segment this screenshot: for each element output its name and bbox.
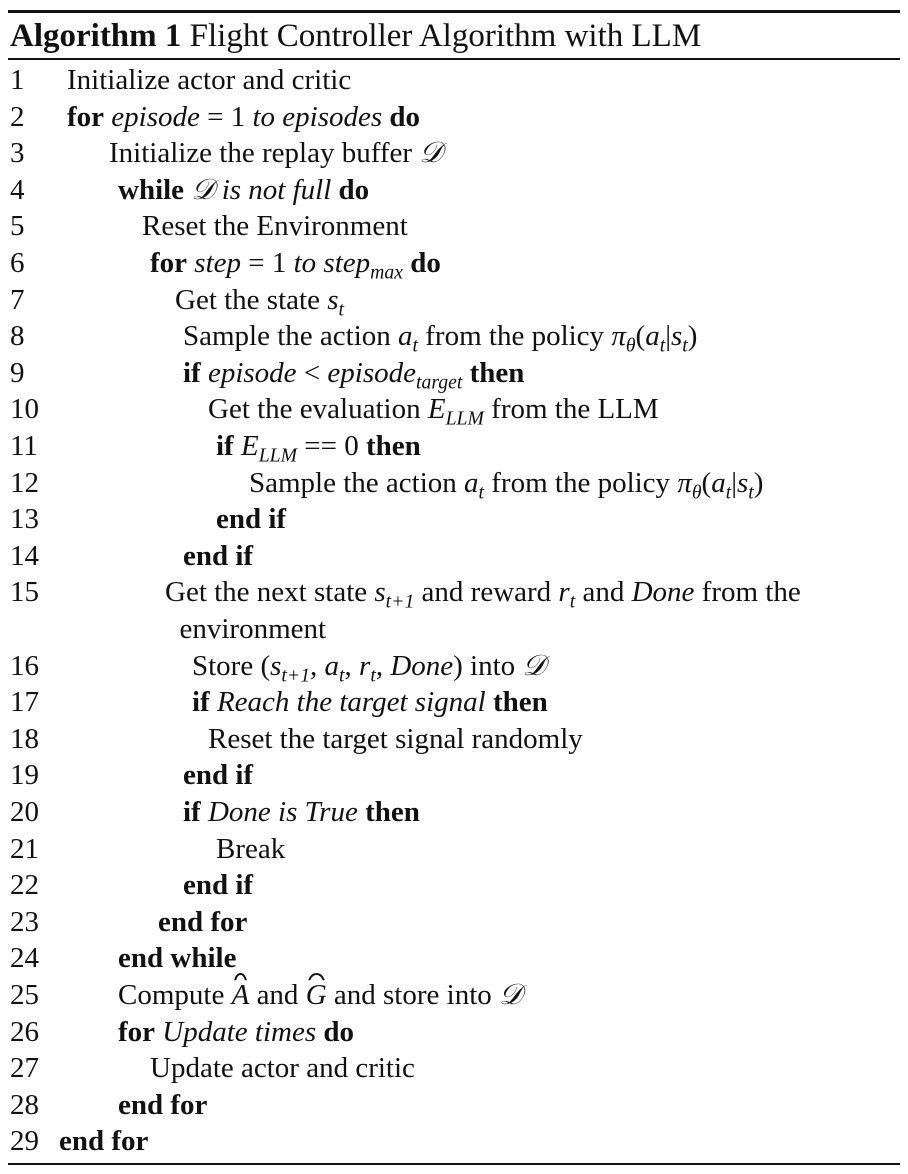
algorithm-line [8,135,900,172]
algorithm-block [8,8,900,1168]
line-code: end for [59,1125,149,1158]
algorithm-caption [10,16,701,56]
line-number: 24 [10,942,39,975]
line-number: 17 [10,686,39,719]
algorithm-line [8,794,900,831]
line-number: 25 [10,979,39,1011]
line-code: Update actor and critic [150,1052,415,1085]
algorithm-line [8,172,900,209]
line-number: 3 [10,137,25,170]
line-number: 21 [10,832,39,865]
line-number: 2 [10,100,25,133]
algorithm-line [8,757,900,794]
algorithm-line [8,245,900,282]
line-number: 6 [10,247,25,279]
algorithm-line [8,501,900,538]
line-code: Reset the Environment [142,210,408,243]
algorithm-line [8,684,900,721]
line-code: Get the state $s_t$ [175,283,344,320]
line-code: if Done is True then [183,796,420,828]
line-number: 8 [10,320,25,353]
algorithm-line [8,1123,900,1160]
line-code: Sample the action $a_t$ from the policy $\pi_\theta(a_t|s_t)$ [249,466,764,503]
line-number: 15 [10,576,39,609]
line-code: end if [183,869,254,902]
algorithm-line [8,391,900,428]
line-number: 7 [10,283,25,316]
line-code: end if [216,503,287,536]
algorithm-line [8,721,900,758]
line-number: 20 [10,796,39,828]
algorithm-line [8,867,900,904]
line-code: Store ($s_{t+1}$, $a_t$, $r_t$, Done) into 𝒟 [192,649,546,686]
line-code: if episode < episode$_{target}$ then [183,356,525,394]
line-number: 10 [10,393,39,426]
line-number: 27 [10,1052,39,1085]
line-code: Reset the target signal randomly [208,722,583,755]
line-code: Initialize actor and critic [67,64,352,96]
algorithm-line [8,831,900,868]
algorithm-label: Algorithm 1 [10,18,182,54]
line-code: Get the next state $s_{t+1}$ and reward $r_t$ and Done from the environment [165,576,801,645]
line-number: 12 [10,466,39,499]
algorithm-line [8,318,900,355]
algorithm-line [8,282,900,319]
caption-rule [8,58,900,60]
line-number: 18 [10,722,39,755]
line-number: 29 [10,1125,39,1158]
line-code: if $E_{LLM} == 0$ then [216,430,421,467]
line-number: 28 [10,1088,39,1121]
algorithm-line [8,538,900,575]
algorithm-line [8,465,900,502]
line-number: 13 [10,503,39,536]
line-number: 4 [10,173,25,206]
line-code: Compute A and G and store into 𝒟 [118,977,900,1014]
line-number: 11 [10,430,38,462]
algorithm-title: Flight Controller Algorithm with LLM [189,18,702,54]
line-number: 19 [10,759,39,792]
line-code: for step = 1 to step$_{max}$ do [150,247,441,284]
line-number: 23 [10,905,39,938]
line-code: for episode = 1 to episodes do [67,100,421,133]
algorithm-line [8,355,900,392]
algorithm-line [8,940,900,977]
algorithm-line [8,904,900,941]
algorithm-line [8,62,900,99]
algorithm-line [8,1014,900,1051]
line-number: 16 [10,649,39,682]
line-code: Sample the action $a_t$ from the policy $\pi_\theta(a_t|s_t)$ [183,320,698,357]
line-number: 14 [10,539,39,572]
line-number: 1 [10,64,25,96]
algorithm-line [8,648,900,685]
bottom-rule [8,1163,900,1165]
algorithm-line [8,574,900,647]
line-code: end for [158,905,248,938]
top-rule [8,10,900,13]
line-code: end if [183,539,254,572]
line-code: end while [118,942,237,975]
line-code: Get the evaluation $E_{LLM}$ from the LLM [208,393,659,430]
algorithm-line [8,1050,900,1087]
algorithm-line [8,208,900,245]
line-code: end for [118,1088,208,1121]
line-number: 9 [10,356,25,389]
line-number: 22 [10,869,39,902]
line-number: 26 [10,1015,39,1048]
line-code: end if [183,759,254,792]
algorithm-line [8,977,900,1014]
algorithm-line [8,99,900,136]
line-code: Initialize the replay buffer 𝒟 [109,137,443,170]
line-code: for Update times do [118,1015,355,1048]
algorithm-line [8,428,900,465]
line-code: Break [216,832,286,865]
line-code: if Reach the target signal then [192,686,548,719]
line-code: while 𝒟 is not full do [118,173,370,206]
line-number: 5 [10,210,25,243]
algorithm-line [8,1087,900,1124]
